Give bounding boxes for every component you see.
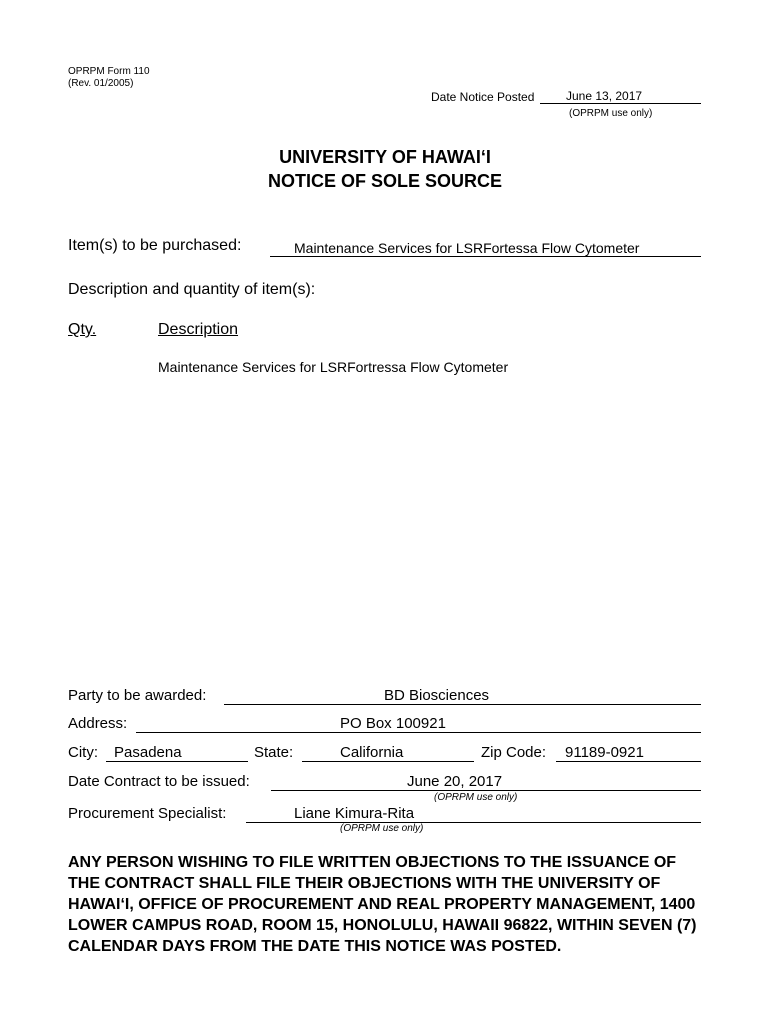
objection-notice: ANY PERSON WISHING TO FILE WRITTEN OBJECTIONS TO THE ISSUANCE OF THE CONTRACT SHALL FILE THEIR OBJECTIONS WITH THE UNIVERSITY OF HAWAI‘I, OFFICE OF PROCUREMENT AND REAL PROPERTY MANAGEMENT, 1400 LOWER CAMPUS ROAD, ROOM 15, HONOLULU, HAWAII 96822, WITHIN SEVEN (7) CALENDAR DAYS FROM THE DATE THIS NOTICE WAS POSTED. [68,854,697,955]
city-value: Pasadena [106,744,248,762]
date-contract-note: (OPRPM use only) [434,792,518,803]
description-item: Maintenance Services for LSRFortressa Flow Cytometer [158,359,509,375]
specialist-label: Procurement Specialist: [68,805,227,822]
form-number: OPRPM Form 110 [68,66,150,77]
party-value: BD Biosciences [224,687,701,705]
address-label: Address: [68,715,128,732]
zip-value: 91189-0921 [556,744,701,762]
address-value: PO Box 100921 [136,715,701,733]
date-contract-label: Date Contract to be issued: [68,773,250,790]
form-revision: (Rev. 01/2005) [68,78,134,89]
date-posted-label: Date Notice Posted [431,90,535,104]
date-contract-value: June 20, 2017 [271,773,701,791]
state-label: State: [254,744,294,761]
specialist-value: Liane Kimura-Rita [246,805,701,823]
city-label: City: [68,744,98,761]
zip-label: Zip Code: [481,744,547,761]
state-value: California [302,744,474,762]
date-posted-value: June 13, 2017 [540,89,701,104]
description-heading: Description and quantity of item(s): [68,281,316,298]
form-id-block [68,66,150,90]
qty-column-header: Qty. [68,321,97,338]
party-label: Party to be awarded: [68,687,207,704]
title-notice: NOTICE OF SOLE SOURCE [267,171,503,191]
oprpm-use-note: (OPRPM use only) [569,108,653,119]
title-university: UNIVERSITY OF HAWAI‘I [279,147,491,167]
specialist-note: (OPRPM use only) [340,823,424,834]
items-label: Item(s) to be purchased: [68,237,242,254]
description-column-header: Description [158,321,239,338]
items-value: Maintenance Services for LSRFortessa Flow Cytometer [270,240,701,257]
